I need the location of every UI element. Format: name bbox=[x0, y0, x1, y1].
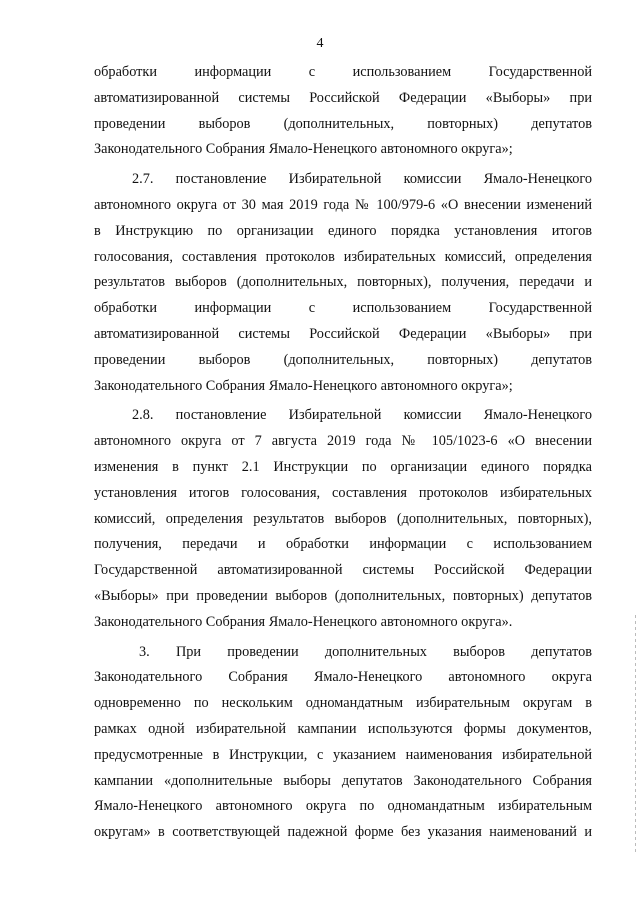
scan-edge-mark bbox=[635, 615, 636, 855]
text-line: проведении выборов (дополнительных, повторных) депутатов bbox=[94, 115, 592, 132]
text-line: предусмотренные в Инструкции, с указанием наименования избирательной bbox=[94, 746, 592, 763]
paragraph-2-7 bbox=[94, 167, 592, 399]
text-line: комиссий, определения результатов выборов (дополнительных, повторных), bbox=[94, 510, 592, 527]
text-line: получения, передачи и обработки информации с использованием bbox=[94, 536, 592, 553]
text-line: 2.8. постановление Избирательной комиссии Ямало-Ненецкого bbox=[132, 407, 592, 424]
text-line: Государственной автоматизированной системы Российской Федерации bbox=[94, 562, 592, 579]
text-line: рамках одной избирательной кампании используются формы документов, bbox=[94, 720, 592, 737]
text-line: автономного округа от 7 августа 2019 года № 105/1023-6 «О внесении bbox=[94, 433, 592, 450]
text-line: Законодательного Собрания Ямало-Ненецкого автономного округа». bbox=[94, 613, 513, 630]
text-line: округам» в соответствующей падежной форме без указания наименований и bbox=[94, 824, 592, 841]
text-line: кампании «дополнительные выборы депутатов Законодательного Собрания bbox=[94, 772, 592, 789]
text-line: «Выборы» при проведении выборов (дополнительных, повторных) депутатов bbox=[94, 587, 592, 604]
paragraph-2-8 bbox=[94, 403, 592, 635]
text-line: проведении выборов (дополнительных, повторных) депутатов bbox=[94, 351, 592, 368]
text-line: обработки информации с использованием Государственной bbox=[94, 64, 592, 80]
paragraph-continuation bbox=[94, 60, 592, 163]
text-line: изменения в пункт 2.1 Инструкции по организации единого порядка bbox=[94, 458, 592, 475]
text-line: Законодательного Собрания Ямало-Ненецкого автономного округа»; bbox=[94, 377, 513, 394]
text-line: Законодательного Собрания Ямало-Ненецкого автономного округа»; bbox=[94, 141, 513, 158]
paragraph-3 bbox=[94, 640, 592, 846]
text-line: Законодательного Собрания Ямало-Ненецкого автономного округа bbox=[94, 669, 592, 686]
text-line: Ямало-Ненецкого автономного округа по одномандатным избирательным bbox=[94, 798, 592, 815]
text-line: обработки информации с использованием Государственной bbox=[94, 300, 592, 317]
document-body bbox=[94, 60, 592, 846]
text-line: в Инструкцию по организации единого порядка установления итогов bbox=[94, 222, 592, 239]
text-line: автономного округа от 30 мая 2019 года № 100/979-6 «О внесении изменений bbox=[94, 196, 592, 213]
text-line: результатов выборов (дополнительных, повторных), получения, передачи и bbox=[94, 274, 592, 291]
text-line: автоматизированной системы Российской Федерации «Выборы» при bbox=[94, 325, 592, 342]
text-line: установления итогов голосования, составления протоколов избирательных bbox=[94, 484, 592, 501]
text-line: 2.7. постановление Избирательной комиссии Ямало-Ненецкого bbox=[132, 171, 592, 188]
text-line: 3. При проведении дополнительных выборов депутатов bbox=[139, 643, 592, 660]
text-line: одновременно по нескольким одномандатным избирательным округам в bbox=[94, 695, 592, 712]
page-number: 4 bbox=[316, 36, 324, 51]
text-line: голосования, составления протоколов избирательных комиссий, определения bbox=[94, 248, 592, 265]
text-line: автоматизированной системы Российской Федерации «Выборы» при bbox=[94, 89, 592, 106]
